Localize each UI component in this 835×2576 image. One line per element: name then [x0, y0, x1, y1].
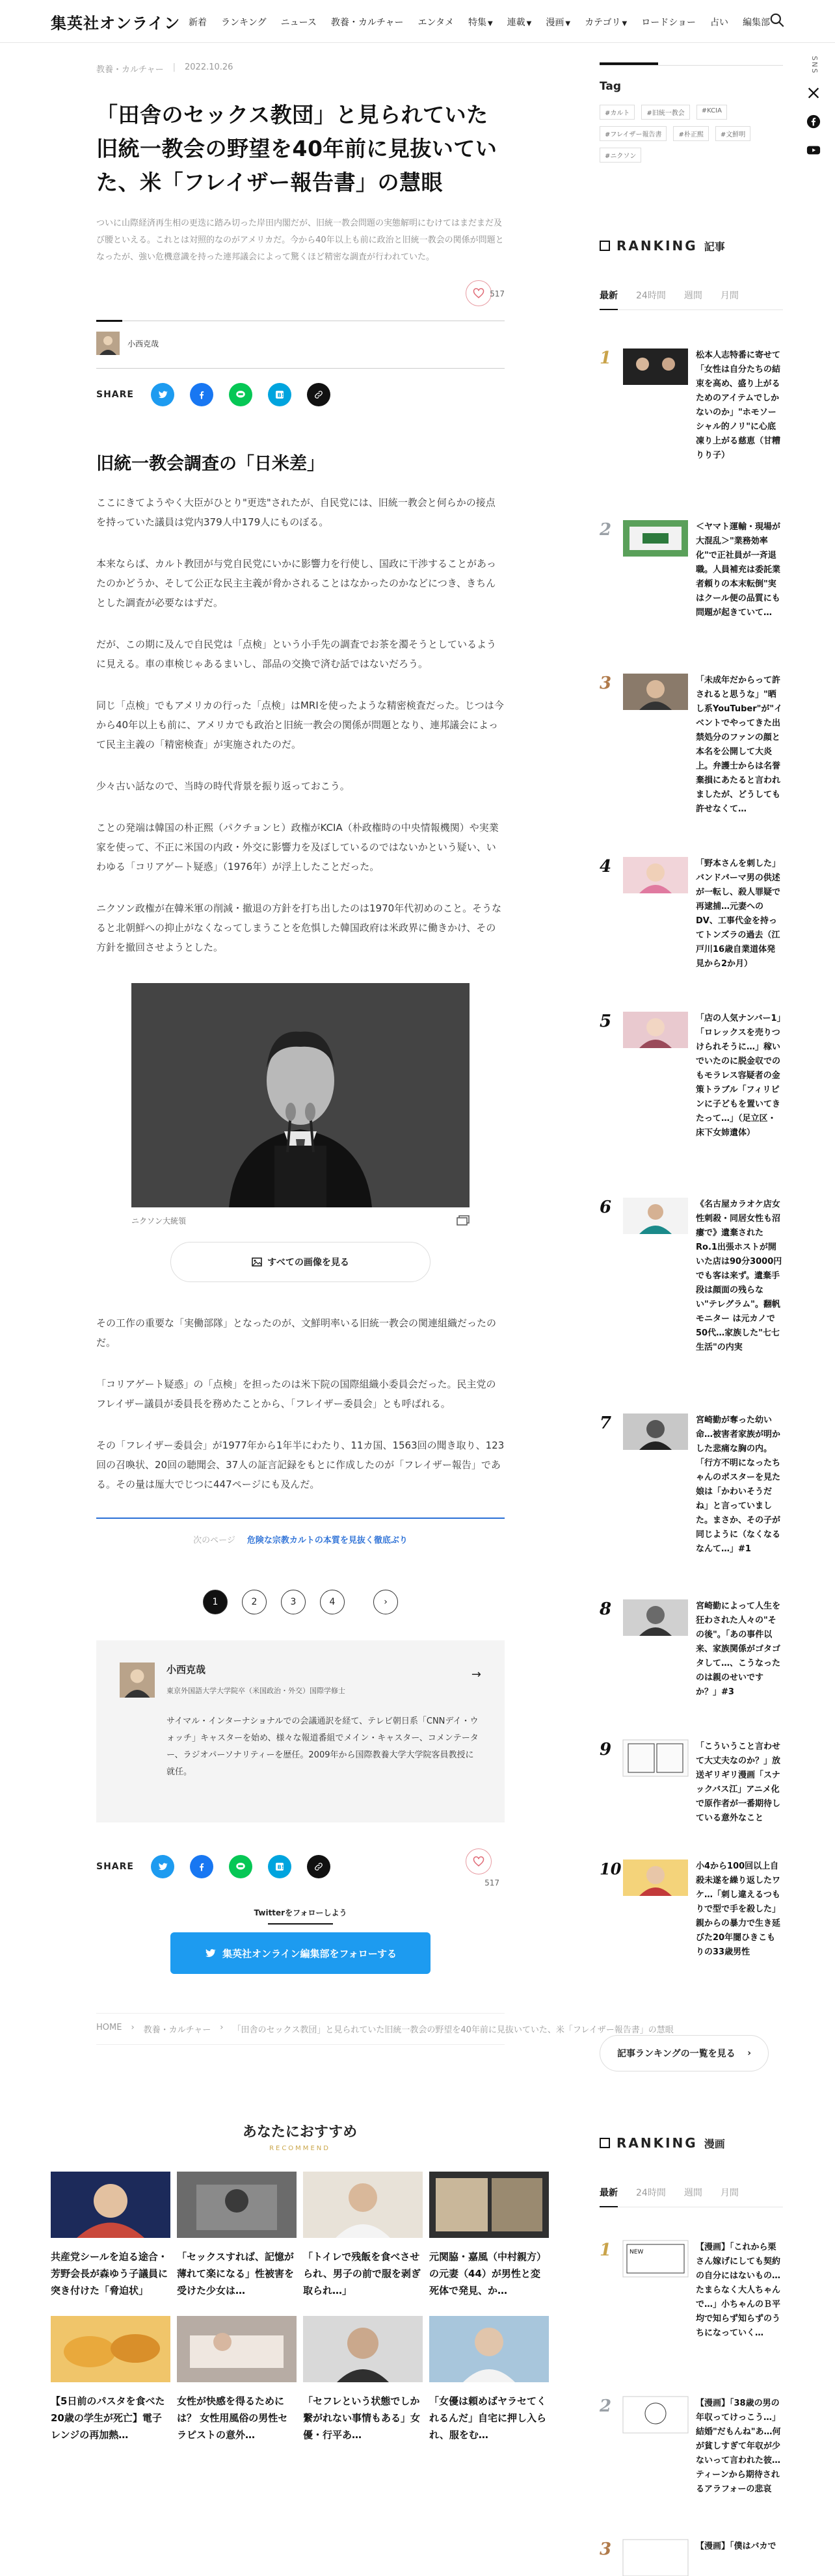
recommend-thumb	[177, 2316, 297, 2382]
tab-monthly[interactable]: 月間	[720, 2188, 739, 2198]
body-paragraph: その「フレイザー委員会」が1977年から1年半にわたり、11カ国、1563回の聞き取り、123回の召喚状、20回の聴聞会、37人の証言記録をもとに作成したのが「フレイザー報告」である。その量は厖大でじつに447ページにも及んだ。	[96, 1439, 505, 1490]
page-3[interactable]: 3	[281, 1590, 306, 1614]
rank-number: 6	[600, 1198, 612, 1217]
chevron-right-icon: ›	[747, 2048, 751, 2058]
follow-button-label: 集英社オンライン編集部をフォローする	[222, 1947, 397, 1960]
search-icon[interactable]	[769, 12, 786, 29]
recommend-card[interactable]	[51, 2172, 170, 2299]
ranking-thumb	[623, 1413, 688, 1450]
recommend-card[interactable]	[177, 2172, 297, 2299]
ranking-item[interactable]	[600, 857, 783, 971]
author-divider	[96, 320, 122, 322]
share-label: SHARE	[96, 1861, 134, 1872]
like-button-bottom[interactable]	[466, 1848, 505, 1887]
tab-24h[interactable]: 24時間	[636, 2188, 666, 2198]
ranking-item[interactable]	[600, 674, 783, 817]
ranking-article-heading	[600, 238, 725, 254]
body-paragraph: ここにきてようやく大臣がひとり"更迭"されたが、自民党には、旧統一教会と何らかの接点を持っていた議員は党内379人中179人にものぼる。	[96, 497, 496, 528]
youtube-icon[interactable]	[806, 143, 821, 157]
gallery-icon[interactable]	[457, 1215, 470, 1226]
recommend-text: 「女優は頼めばヤラセてくれるんだ」自宅に押し入られ、服をむ…	[429, 2395, 547, 2441]
breadcrumb-current: 「田舎のセックス教団」と見られていた旧統一教会の野望を40年前に見抜いていた、米「フレイザー報告書」の慧眼	[232, 2025, 674, 2035]
ranking-text: 「こういうこと言わせて大丈夫なのか？」放送ギリギリ漫画「スナックバス江」アニメ化で原作者が一番期待している意外なこと	[696, 1742, 781, 1823]
ranking-tabs	[600, 289, 783, 310]
ranking-thumb	[623, 1198, 688, 1234]
tag-list	[600, 105, 775, 163]
recommend-section	[51, 2121, 549, 2443]
ranking-thumb	[623, 1599, 688, 1636]
ranking-text: 宮崎勤が奪った幼い命…被害者家族が明かした悲痛な胸の内。「行方不明になったちゃんのポスターを見た娘は「かわいそうだね」と言っていました。まさか、その子が同じように（なくなるなんて…」#1	[696, 1415, 781, 1554]
line-share-icon[interactable]	[229, 1855, 252, 1878]
sidebar-divider	[600, 65, 783, 66]
rank-number: 2	[600, 2397, 612, 2416]
rank-number: 2	[600, 520, 612, 540]
nav-item-editorial[interactable]: 編集部	[742, 18, 770, 28]
body-paragraph: ニクソン政権が在韓米軍の削減・撤退の方針を打ち出したのは1970年代初めのこと。そうなると北朝鮮への抑止がなくなってしまうことを危惧した韓国政府は米政界に働きかけ、その方針を撤回させようとした。	[96, 902, 502, 953]
square-icon	[600, 2138, 610, 2148]
ranking-text: 小4から100回以上自殺未遂を繰り返したワケ…「刺し違えるつもりで型で手を殺した」親からの暴力で生き延びた20年闇ひきこもりの33歳男性	[696, 1861, 781, 1957]
recommend-card[interactable]	[429, 2172, 549, 2299]
ranking-more-button[interactable]	[600, 2035, 769, 2071]
facebook-share-icon[interactable]	[190, 1855, 213, 1878]
rank-number: 10	[600, 1860, 622, 1878]
all-images-label: すべての画像を見る	[267, 1257, 349, 1268]
follow-label: Twitterをフォローしよう	[254, 1908, 347, 1917]
recommend-text: 女性が快感を得るためには？ 女性用風俗の男性セラピストの意外…	[177, 2395, 288, 2441]
link-copy-icon[interactable]	[307, 1855, 330, 1878]
breadcrumb-category[interactable]: 教養・カルチャー	[143, 2025, 211, 2035]
section-heading: 旧統一教会調査の「日米差」	[96, 454, 325, 474]
article-date: 2022.10.26	[185, 62, 233, 72]
tag-item[interactable]: #カルト	[600, 105, 635, 120]
profile-avatar	[120, 1663, 155, 1698]
next-page-label: 次のページ	[193, 1536, 235, 1545]
line-share-icon[interactable]	[229, 383, 252, 406]
ranking-thumb	[623, 2540, 688, 2576]
author-avatar	[96, 332, 120, 355]
tab-latest[interactable]: 最新	[600, 289, 618, 302]
share-row-bottom	[96, 1855, 330, 1878]
svg-text:NEW: NEW	[630, 2249, 644, 2255]
author-row[interactable]	[96, 321, 505, 368]
tab-monthly[interactable]: 月間	[720, 291, 739, 301]
ranking-thumb	[623, 1860, 688, 1896]
tag-item[interactable]: #KCIA	[696, 105, 727, 120]
facebook-share-icon[interactable]	[190, 383, 213, 406]
ranking-item[interactable]	[600, 520, 783, 620]
follow-twitter-button[interactable]	[170, 1932, 431, 1974]
sns-label: SNS	[810, 56, 819, 75]
ranking-item[interactable]	[600, 1012, 783, 1140]
twitter-share-icon[interactable]	[151, 1855, 174, 1878]
article-title: 「田舎のセックス教団」と見られていた旧統一教会の野望を40年前に見抜いていた、米「フレイザー報告書」の慧眼	[96, 102, 497, 195]
chevron-down-icon: ▼	[526, 20, 532, 27]
ranking-thumb	[623, 1012, 688, 1048]
rank-number: 8	[600, 1599, 612, 1619]
breadcrumb-separator: ›	[220, 2023, 224, 2032]
body-paragraph: 少々古い話なので、当時の時代背景を振り返っておこう。	[96, 780, 350, 792]
recommend-card[interactable]	[429, 2316, 549, 2443]
manga-ranking-item[interactable]	[600, 2241, 783, 2341]
profile-affiliation: 東京外国語大学大学院卒（米国政治・外交）国際学修士	[166, 1687, 345, 1695]
body-paragraph: だが、この期に及んで自民党は「点検」という小手先の調査でお茶を濁そうとしているように見える。車の車検じゃあるまいし、部品の交換で済む話ではないだろう。	[96, 638, 497, 670]
ranking-text: 【漫画】「38歳の男の年収ってけっこう…」結婚"だもんね"あ…何が貧しすぎて年収が少ないって言われた彼…ティーンから期待されるアラフォーの悲哀	[696, 2399, 781, 2494]
rank-number: 3	[600, 2540, 612, 2559]
tag-item[interactable]: #文鮮明	[715, 126, 750, 141]
recommend-text: 「セフレという状態でしか繋がれない事情もある」女優・行平あ…	[303, 2395, 421, 2441]
twitter-share-icon[interactable]	[151, 383, 174, 406]
tag-item[interactable]: #フレイザー報告書	[600, 126, 667, 141]
ranking-text: 【漫画】「僕はバカで	[696, 2542, 776, 2551]
breadcrumb-separator: ›	[131, 2023, 135, 2032]
ranking-thumb	[623, 1740, 688, 1776]
author-section	[96, 321, 505, 368]
ranking-text: 宮崎勤によって人生を狂わされた人々の"その後"。「あの事件以来、家族関係がゴタゴタして…、こうなったのは親のせいですか？」#3	[696, 1601, 781, 1697]
page-1[interactable]: 1	[203, 1590, 228, 1614]
recommend-thumb	[303, 2172, 423, 2238]
like-button[interactable]	[466, 280, 505, 313]
author-name: 小西克哉	[127, 339, 159, 348]
manga-ranking-item[interactable]	[600, 2540, 783, 2576]
tab-24h[interactable]: 24時間	[636, 291, 666, 301]
page-2[interactable]: 2	[242, 1590, 267, 1614]
nav-item-culture[interactable]: 教養・カルチャー	[330, 18, 404, 28]
recommend-text: 元関脇・嘉風（中村親方）の元妻（44）が男性と変死体で発見、か…	[429, 2251, 547, 2296]
arrow-right-icon[interactable]: →	[471, 1668, 481, 1681]
recommend-card[interactable]	[51, 2316, 170, 2443]
nav-item-roadshow[interactable]: ロードショー	[641, 18, 696, 28]
article-lead: ついに山際経済再生相の更迭に踏み切った岸田内閣だが、旧統一教会問題の実態解明にむけてはまだまだ及び腰といえる。これとは対照的なのがアメリカだ。今から40年以上も前に政治と旧統一教会の関係が問題となったが、強い危機意識を持った連邦議会によって驚くほど精密な調査が行われていた。	[96, 218, 504, 262]
recommend-text: 【5日前のパスタを食べた20歳の学生が死亡】電子レンジの再加熱…	[51, 2395, 165, 2441]
rank-number: 1	[600, 2241, 612, 2260]
tag-heading: Tag	[600, 80, 622, 93]
link-copy-icon[interactable]	[307, 383, 330, 406]
ranking-item[interactable]	[600, 1198, 783, 1355]
tag-item[interactable]: #ニクソン	[600, 148, 641, 163]
hatena-share-icon[interactable]	[268, 1855, 291, 1878]
rank-number: 3	[600, 674, 612, 693]
chevron-down-icon: ▼	[565, 20, 571, 27]
figure	[131, 983, 505, 1282]
sns-rail	[806, 56, 822, 160]
tab-latest[interactable]: 最新	[600, 2186, 618, 2199]
ranking-jp: 記事	[704, 240, 725, 253]
ranking-text: 《名古屋カラオケ店女性刺殺・同居女性も沼瘻で》遺棄されたRo.1出張ホストが開いた店は90分3000円でも客は来ず。遺棄手段は顔面の残らない"テレグラム"。翻帆モニター は元カノで50代…家族した"七七生活"の内実	[696, 1200, 782, 1352]
nav-item-series-label: 連載	[507, 18, 525, 28]
recommend-grid	[51, 2172, 549, 2443]
ranking-text: 「未成年だからって許されると思うな」"晒し系YouTuber"が"イベントでやってきた出禁処分のファンの顔と本名を公開して大炎上。弁護士からは名誉棄損にあたると言われましたが、どうしても許せなくて…	[696, 676, 783, 814]
site-header	[0, 0, 835, 43]
site-logo[interactable]: 集英社オンライン	[51, 14, 181, 33]
next-page-link[interactable]	[96, 1533, 505, 1545]
rank-number: 5	[600, 1012, 612, 1031]
nav-item-category[interactable]	[585, 16, 627, 29]
recommend-card[interactable]	[177, 2316, 297, 2443]
ranking-thumb	[623, 2397, 688, 2433]
nav-item-feature-label: 特集	[468, 18, 486, 28]
share-row-bottom-wrap	[96, 1848, 505, 1887]
article-category[interactable]: 教養・カルチャー	[96, 65, 164, 75]
nav-item-category-label: カテゴリ	[585, 18, 621, 28]
ranking-thumb	[623, 2241, 688, 2277]
profile-name: 小西克哉	[166, 1664, 206, 1676]
meta-separator: |	[172, 62, 176, 72]
svg-text:B!: B!	[277, 392, 284, 399]
next-page-arrow-icon[interactable]: ›	[373, 1590, 398, 1614]
ranking-text: ＜ヤマト運輸・現場が大混乱＞"業務効率化"で正社員が一斉退職。人員補充は委託業者頼りの本末転倒"実はクール便の品質にも問題が起きていて…	[696, 522, 781, 618]
body-paragraph: 「コリアゲート疑惑」の「点検」を担ったのは米下院の国際組織小委員会だった。民主党のフレイザー議員が委員長を務めたことから、「フレイザー委員会」とも呼ばれる。	[96, 1378, 496, 1410]
heart-icon	[466, 280, 492, 306]
manga-ranking-item[interactable]	[600, 2397, 783, 2497]
follow-underline	[268, 1923, 333, 1925]
ranking-item[interactable]	[600, 1740, 783, 1826]
nixon-photo[interactable]	[131, 983, 470, 1207]
heart-icon	[466, 1848, 492, 1874]
svg-text:B!: B!	[277, 1864, 284, 1871]
recommend-subtitle: RECOMMEND	[269, 2145, 330, 2152]
ranking-text: 「野本さんを刺した」バンドパーマ男の供述が一転し、殺人罪疑で再逮捕…元妻へのDV、工事代金を持ってトンズラの過去（江戸川16歳自業道体発見から2か月）	[696, 859, 781, 969]
body-paragraph: 本来ならば、カルト教団が与党自民党にいかに影響力を行使し、国政に干渉することがあったのかどうか、そして公正な民主主義が脅かされることはなかったのかなどにつき、きちんとした調査が必要なはずだ。	[96, 558, 496, 609]
ranking-text: 「店の人気ナンバー1」「ロレックスを売りつけられそうに…」稼いでいたのに脱金収でのもモラレス容疑者の金策トラブル「フィリピンに子どもを置いてきたって…」（足立区・床下女姉遺体）	[696, 1014, 781, 1138]
all-images-button[interactable]	[170, 1242, 431, 1282]
article-meta	[96, 62, 505, 75]
follow-block	[96, 1907, 505, 1974]
nav-item-series[interactable]	[507, 16, 532, 29]
like-count: 517	[484, 1878, 499, 1887]
nav-item-ranking[interactable]: ランキング	[221, 18, 267, 28]
breadcrumb-home[interactable]: HOME	[96, 2023, 122, 2032]
nav-item-fortune[interactable]: 占い	[709, 18, 728, 28]
ranking-item[interactable]	[600, 1860, 783, 1960]
recommend-thumb	[51, 2316, 170, 2382]
ranking-thumb	[623, 348, 688, 385]
page-4[interactable]: 4	[320, 1590, 345, 1614]
rank-number: 1	[600, 348, 612, 368]
body-paragraph: 同じ「点検」でもアメリカの行った「点検」はMRIを使ったような精密検査だった。じつは今から40年以上も前に、アメリカでも政治と旧統一教会の関係が問題となり、連邦議会によって民主主義の「精密検査」が実施されたのだ。	[96, 700, 504, 750]
next-page-title: 危険な宗教カルトの本質を見抜く徹底ぶり	[246, 1536, 408, 1545]
ranking-jp: 漫画	[704, 2137, 725, 2150]
breadcrumb-bar	[96, 2013, 674, 2045]
share-top-divider	[96, 368, 505, 369]
ranking-thumb	[623, 520, 688, 557]
photo-caption: ニクソン大統領	[131, 1216, 187, 1226]
tag-item[interactable]: #朴正熙	[673, 126, 708, 141]
rank-number: 7	[600, 1413, 612, 1433]
nav-item-news[interactable]: ニュース	[280, 18, 317, 28]
ranking-manga-heading	[600, 2135, 725, 2151]
body-paragraph: その工作の重要な「実働部隊」となったのが、文鮮明率いる旧統一教会の関連組織だったのだ。	[96, 1317, 497, 1348]
hatena-share-icon[interactable]	[268, 383, 291, 406]
recommend-thumb	[177, 2172, 297, 2238]
body-paragraph: ことの発端は韓国の朴正熙（パクチョンヒ）政権がKCIA（朴政権時の中央情報機関）や実業家を使って、不正に米国の内政・外交に影響力を及ぼしているのではないかという疑い、いわゆる「コリアゲート疑惑」（1976年）が浮上したことだった。	[96, 822, 499, 873]
tab-weekly[interactable]: 週間	[683, 291, 702, 301]
manga-ranking-tabs	[600, 2186, 783, 2207]
twitter-bird-icon	[204, 1947, 216, 1959]
ranking-thumb	[623, 674, 688, 710]
facebook-icon[interactable]	[806, 114, 821, 129]
profile-info	[166, 1663, 460, 1696]
global-nav	[189, 16, 770, 29]
like-area	[96, 276, 505, 315]
recommend-card[interactable]	[303, 2172, 423, 2299]
recommend-text: 「セックスすれば、記憶が薄れて楽になる」性被害を受けた少女は…	[177, 2251, 295, 2296]
recommend-card[interactable]	[303, 2316, 423, 2443]
x-twitter-icon[interactable]	[806, 86, 821, 100]
recommend-thumb	[429, 2316, 549, 2382]
nav-item-new[interactable]: 新着	[189, 18, 207, 28]
ranking-item[interactable]	[600, 348, 783, 463]
author-profile-card	[96, 1640, 505, 1822]
nav-item-entame[interactable]: エンタメ	[418, 18, 454, 28]
chevron-down-icon: ▼	[622, 20, 628, 27]
recommend-thumb	[429, 2172, 549, 2238]
profile-bio: サイマル・インターナショナルでの会議通訳を経て、テレビ朝日系「CNNデイ・ウォッチ」キャスターを始め、様々な報道番組でメイン・キャスター、コメンテーター、ラジオパーソナリティーを歴任。2009年から国際教養大学大学院客員教授に就任。	[166, 1716, 479, 1777]
tag-item[interactable]: #旧統一教会	[641, 105, 689, 120]
image-icon	[252, 1257, 262, 1267]
recommend-thumb	[51, 2172, 170, 2238]
nav-item-feature[interactable]	[468, 16, 493, 29]
ranking-thumb	[623, 857, 688, 893]
ranking-en: RANKING	[616, 238, 698, 254]
ranking-item[interactable]	[600, 1599, 783, 1700]
ranking-item[interactable]	[600, 1413, 783, 1557]
next-page-block[interactable]	[96, 1518, 505, 1545]
chevron-down-icon: ▼	[487, 20, 493, 27]
ranking-text: 【漫画】「これから栗さん嫁げにしても契約の自分にはないもの…たまらなく大人ちゃんで…」小ちゃんのＢ平均で知らず知らずのうちになっていく…	[696, 2242, 781, 2338]
like-count: 517	[490, 289, 505, 298]
square-icon	[600, 241, 610, 251]
breadcrumb	[96, 2023, 674, 2035]
share-label: SHARE	[96, 389, 134, 400]
ranking-text: 松本人志特番に寄せて「女性は自分たちの結束を高め、盛り上がるためのアイテムでしかないのか」"ホモソーシャル的ノリ"に心底凍り上がる慈恵（甘糟りり子）	[696, 350, 781, 460]
caption-row	[131, 1215, 470, 1226]
rank-number: 4	[600, 857, 612, 876]
nav-item-manga[interactable]	[546, 16, 570, 29]
ranking-more-label: 記事ランキングの一覧を見る	[617, 2049, 736, 2059]
ranking-en: RANKING	[616, 2135, 698, 2151]
profile-head[interactable]	[120, 1663, 481, 1698]
pagination	[96, 1590, 505, 1614]
recommend-title: あなたにおすすめ	[242, 2124, 358, 2140]
sidebar	[600, 62, 783, 2559]
share-row-top	[96, 383, 505, 406]
nav-item-manga-label: 漫画	[546, 18, 564, 28]
rank-number: 9	[600, 1740, 612, 1759]
tab-weekly[interactable]: 週間	[683, 2188, 702, 2198]
recommend-thumb	[303, 2316, 423, 2382]
recommend-text: 「トイレで残飯を食べさせられ、男子の前で服を剥ぎ取られ…」	[303, 2251, 421, 2296]
recommend-text: 共産党シールを迫る途合・芳野会長が森ゆう子議員に突き付けた「脅迫状」	[51, 2251, 168, 2296]
